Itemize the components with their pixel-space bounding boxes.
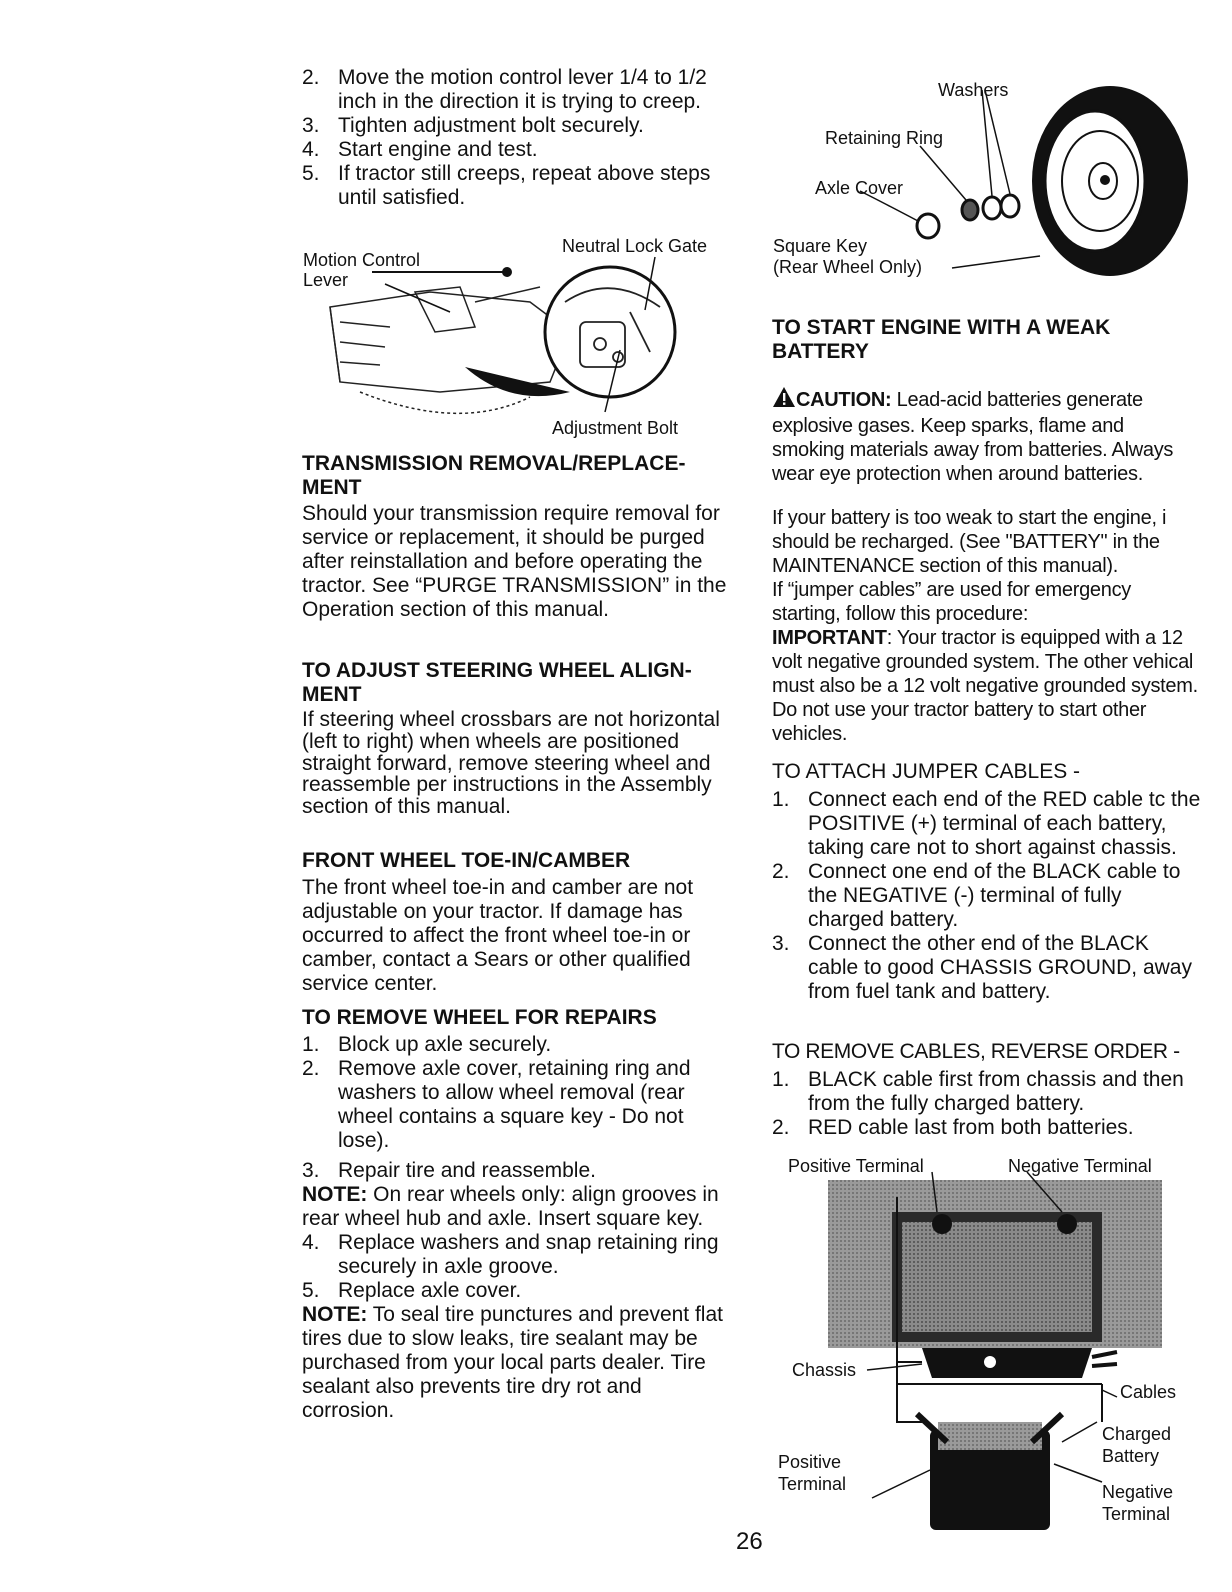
list-item: 2. Move the motion control lever 1/4 to 1/2 inch in the direction it is trying to creep. (302, 66, 707, 113)
caution-triangle-icon (772, 386, 796, 414)
cables-label: Cables (1120, 1382, 1177, 1402)
caution-paragraph: CAUTION: Lead-acid batteries generate explosive gases. Keep sparks, flame and smoking materials away from batteries. Always wear eye protection when around batteries. (772, 386, 1200, 486)
weak-battery-heading: TO START ENGINE WITH A WEAK BATTERY (772, 316, 1111, 363)
page-number: 26 (736, 1528, 763, 1555)
attach-steps (772, 788, 1202, 1004)
list-item: 3. Tighten adjustment bolt securely. (302, 114, 644, 137)
top-steps (302, 66, 732, 210)
list-item: 2. Remove axle cover, retaining ring and washers to allow wheel removal (rear wheel contains a square key - Do not lose). (302, 1057, 691, 1152)
positive-terminal-top-label: Positive Terminal (788, 1156, 924, 1176)
rear-wheel-only-label: (Rear Wheel Only) (773, 257, 923, 277)
note-tire-sealant: NOTE: To seal tire punctures and prevent flat tires due to slow leaks, tire sealant may be purchased from your local parts dealer. Tire sealant also prevents tire dry rot and corrosion. (302, 1303, 723, 1422)
transmission-heading: TRANSMISSION REMOVAL/REPLACE-MENT (302, 452, 686, 499)
wheel-figure (770, 76, 1202, 286)
list-item: 4. Replace washers and snap retaining ring securely in axle groove. (302, 1231, 719, 1278)
transmission-body: Should your transmission require removal for service or replacement, it should be purged after reinstallation and before operating the tractor. See “PURGE TRANSMISSION” in the Operation section of this manual. (302, 502, 727, 621)
lever-label: Motion Control Lever (303, 250, 421, 290)
positive-terminal-label: Terminal (778, 1474, 847, 1494)
remove-steps (772, 1068, 1202, 1140)
list-item: 2. Connect one end of the BLACK cable to the NEGATIVE (-) terminal of fully charged battery. (772, 860, 1181, 931)
list-item: 1. Connect each end of the RED cable tc the POSITIVE (+) terminal of each battery, taking care not to short against chassis. (772, 788, 1201, 859)
remove-wheel-heading: TO REMOVE WHEEL FOR REPAIRS (302, 1006, 657, 1029)
steering-body: If steering wheel crossbars are not horizontal (left to right) when wheels are positioned straight forward, remove steering wheel and reassemble per instructions in the Assembly section of this manual. (302, 708, 720, 819)
chassis-label: Chassis (792, 1360, 857, 1380)
note-rear-wheels: NOTE: On rear wheels only: align grooves in rear wheel hub and axle. Insert square key. (302, 1183, 719, 1230)
negative-label: Negative (1102, 1482, 1174, 1502)
washers-label: Washers (938, 80, 1009, 100)
negative-terminal-top-label: Negative Terminal (1008, 1156, 1152, 1176)
attach-heading: TO ATTACH JUMPER CABLES - (772, 760, 1081, 783)
list-item: 5. If tractor still creeps, repeat above steps until satisfied. (302, 162, 711, 209)
adjustment-bolt-label: Adjustment Bolt (552, 418, 679, 438)
square-key-label: Square Key (773, 236, 868, 256)
battery-figure (772, 1152, 1202, 1532)
important-paragraph: IMPORTANT: Your tractor is equipped with a 12 volt negative grounded system. The other vehical must also be a 12 volt negative grounded system. Do not use your tractor battery to start other vehicles. (772, 627, 1198, 745)
list-item: 1. Block up axle securely. (302, 1033, 552, 1056)
axle-cover-label: Axle Cover (815, 178, 904, 198)
jumper-paragraph: If “jumper cables” are used for emergency starting, follow this procedure: (772, 579, 1131, 625)
positive-label: Positive (778, 1452, 842, 1472)
remove-heading: TO REMOVE CABLES, REVERSE ORDER - (772, 1040, 1180, 1063)
charged-label: Charged (1102, 1424, 1172, 1444)
recharge-paragraph: If your battery is too weak to start the engine, i should be recharged. (See "BATTERY" in the MAINTENANCE section of this manual). (772, 507, 1167, 577)
list-item: 2. RED cable last from both batteries. (772, 1116, 1134, 1139)
list-item: 5. Replace axle cover. (302, 1279, 522, 1302)
list-item: 3. Connect the other end of the BLACK cable to good CHASSIS GROUND, away from fuel tank and battery. (772, 932, 1192, 1003)
list-item: 3. Repair tire and reassemble. (302, 1159, 596, 1182)
toe-in-body: The front wheel toe-in and camber are not adjustable on your tractor. If damage has occurred to affect the front wheel toe-in or camber, contact a Sears or other qualified service center. (302, 876, 694, 995)
battery-label: Battery (1102, 1446, 1160, 1466)
list-item: 1. BLACK cable first from chassis and then from the fully charged battery. (772, 1068, 1184, 1115)
neutral-lock-gate-label: Neutral Lock Gate (562, 236, 708, 256)
list-item: 4. Start engine and test. (302, 138, 538, 161)
steering-heading: TO ADJUST STEERING WHEEL ALIGN-MENT (302, 659, 692, 706)
motion-control-figure (300, 232, 740, 442)
retaining-ring-label: Retaining Ring (825, 128, 944, 148)
negative-terminal-label: Terminal (1102, 1504, 1171, 1524)
remove-wheel-section (302, 1033, 738, 1423)
toe-in-heading: FRONT WHEEL TOE-IN/CAMBER (302, 849, 631, 872)
